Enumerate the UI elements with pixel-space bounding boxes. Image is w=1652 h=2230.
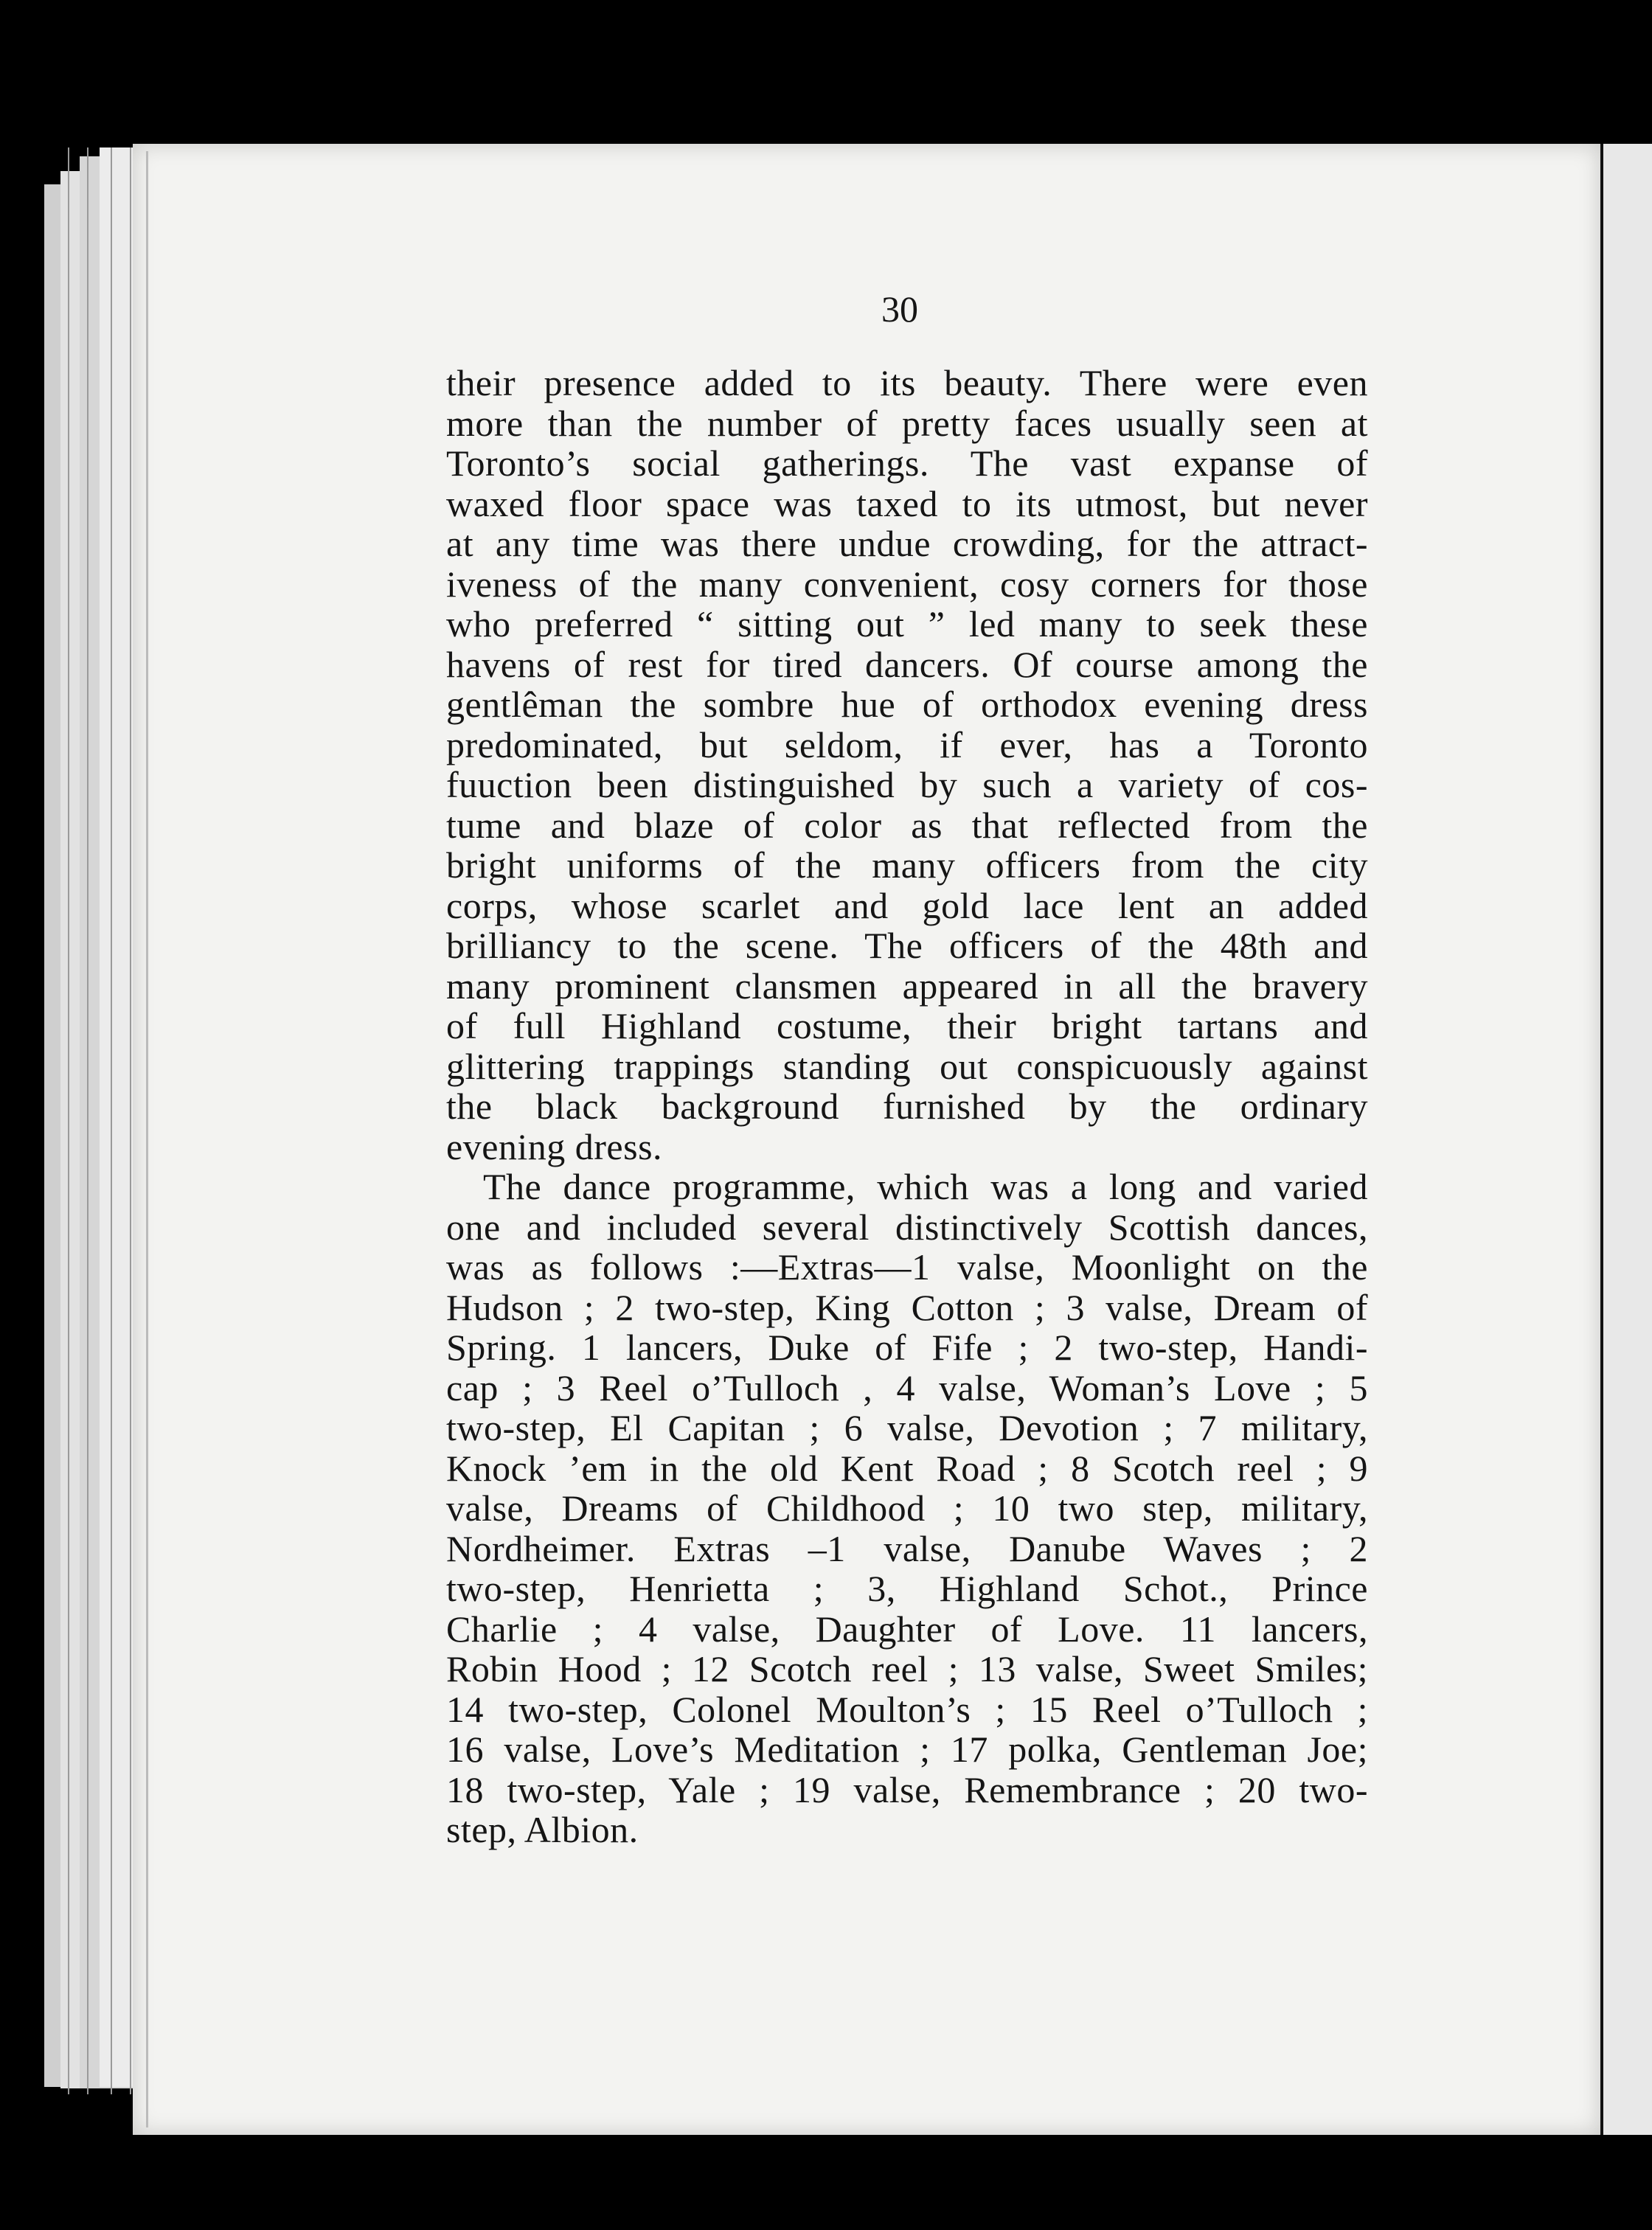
text-line: iveness of the many convenient, cosy corners for those [446, 563, 1368, 605]
text-line: evening dress. [446, 1125, 663, 1167]
body-text [446, 363, 1368, 1850]
text-line: bright uniforms of the many officers from the city [446, 844, 1368, 886]
text-line: step, Albion. [446, 1809, 639, 1850]
text-line: Toronto’s social gatherings. The vast expanse of [446, 442, 1368, 484]
text-line: tume and blaze of color as that reflected from the [446, 804, 1368, 846]
text-line: predominated, but seldom, if ever, has a Toronto [446, 723, 1368, 765]
page-edge-line [130, 147, 131, 2094]
text-line: many prominent clansmen appeared in all the bravery [446, 965, 1368, 1007]
text-line: one and included several distinctively Scottish dances, [446, 1206, 1368, 1248]
page-edge-line [87, 147, 88, 2094]
text-line: waxed floor space was taxed to its utmost, but never [446, 482, 1368, 524]
text-line: cap ; 3 Reel o’Tulloch , 4 valse, Woman’s Love ; 5 [446, 1366, 1368, 1408]
text-line: Knock ’em in the old Kent Road ; 8 Scotch reel ; 9 [446, 1447, 1368, 1489]
text-line: their presence added to its beauty. There were even [446, 362, 1368, 403]
text-line: was as follows :—Extras—1 valse, Moonlight on the [446, 1246, 1368, 1288]
text-line: Spring. 1 lancers, Duke of Fife ; 2 two-step, Handi- [446, 1327, 1368, 1368]
next-page-edge [1600, 144, 1652, 2135]
text-line: two-step, Henrietta ; 3, Highland Schot., Prince [446, 1568, 1368, 1609]
text-line: Hudson ; 2 two-step, King Cotton ; 3 valse, Dream of [446, 1286, 1368, 1328]
text-line: corps, whose scarlet and gold lace lent an added [446, 884, 1368, 926]
text-line: The dance programme, which was a long and varied [483, 1166, 1368, 1207]
text-line: 18 two-step, Yale ; 19 valse, Remembrance ; 20 two- [446, 1768, 1368, 1810]
text-line: 14 two-step, Colonel Moulton’s ; 15 Reel o’Tulloch ; [446, 1688, 1368, 1730]
text-line: 16 valse, Love’s Meditation ; 17 polka, Gentleman Joe; [446, 1729, 1368, 1770]
text-line: of full Highland costume, their bright tartans and [446, 1005, 1368, 1046]
text-line: glittering trappings standing out conspicuously against [446, 1045, 1368, 1087]
text-line: havens of rest for tired dancers. Of course among the [446, 643, 1368, 685]
text-line: at any time was there undue crowding, for the attract- [446, 523, 1368, 564]
text-line: brilliancy to the scene. The officers of the 48th and [446, 925, 1368, 966]
page-edge-line [68, 147, 69, 2094]
page-number: 30 [881, 288, 918, 330]
text-line: gentlêman the sombre hue of orthodox evening dress [446, 684, 1368, 725]
text-line: two-step, El Capitan ; 6 valse, Devotion ; 7 military, [446, 1407, 1368, 1448]
text-line: Nordheimer. Extras –1 valse, Danube Waves ; 2 [446, 1527, 1368, 1569]
text-line: who preferred “ sitting out ” led many to seek these [446, 603, 1368, 645]
text-line: the black background furnished by the ordinary [446, 1086, 1368, 1127]
text-line: valse, Dreams of Childhood ; 10 two step, military, [446, 1487, 1368, 1529]
text-line: Robin Hood ; 12 Scotch reel ; 13 valse, Sweet Smiles; [446, 1648, 1368, 1689]
text-line: more than the number of pretty faces usually seen at [446, 402, 1368, 444]
text-line: fuuction been distinguished by such a variety of cos- [446, 764, 1368, 805]
text-line: Charlie ; 4 valse, Daughter of Love. 11 lancers, [446, 1608, 1368, 1650]
page-edge-line [111, 147, 112, 2094]
